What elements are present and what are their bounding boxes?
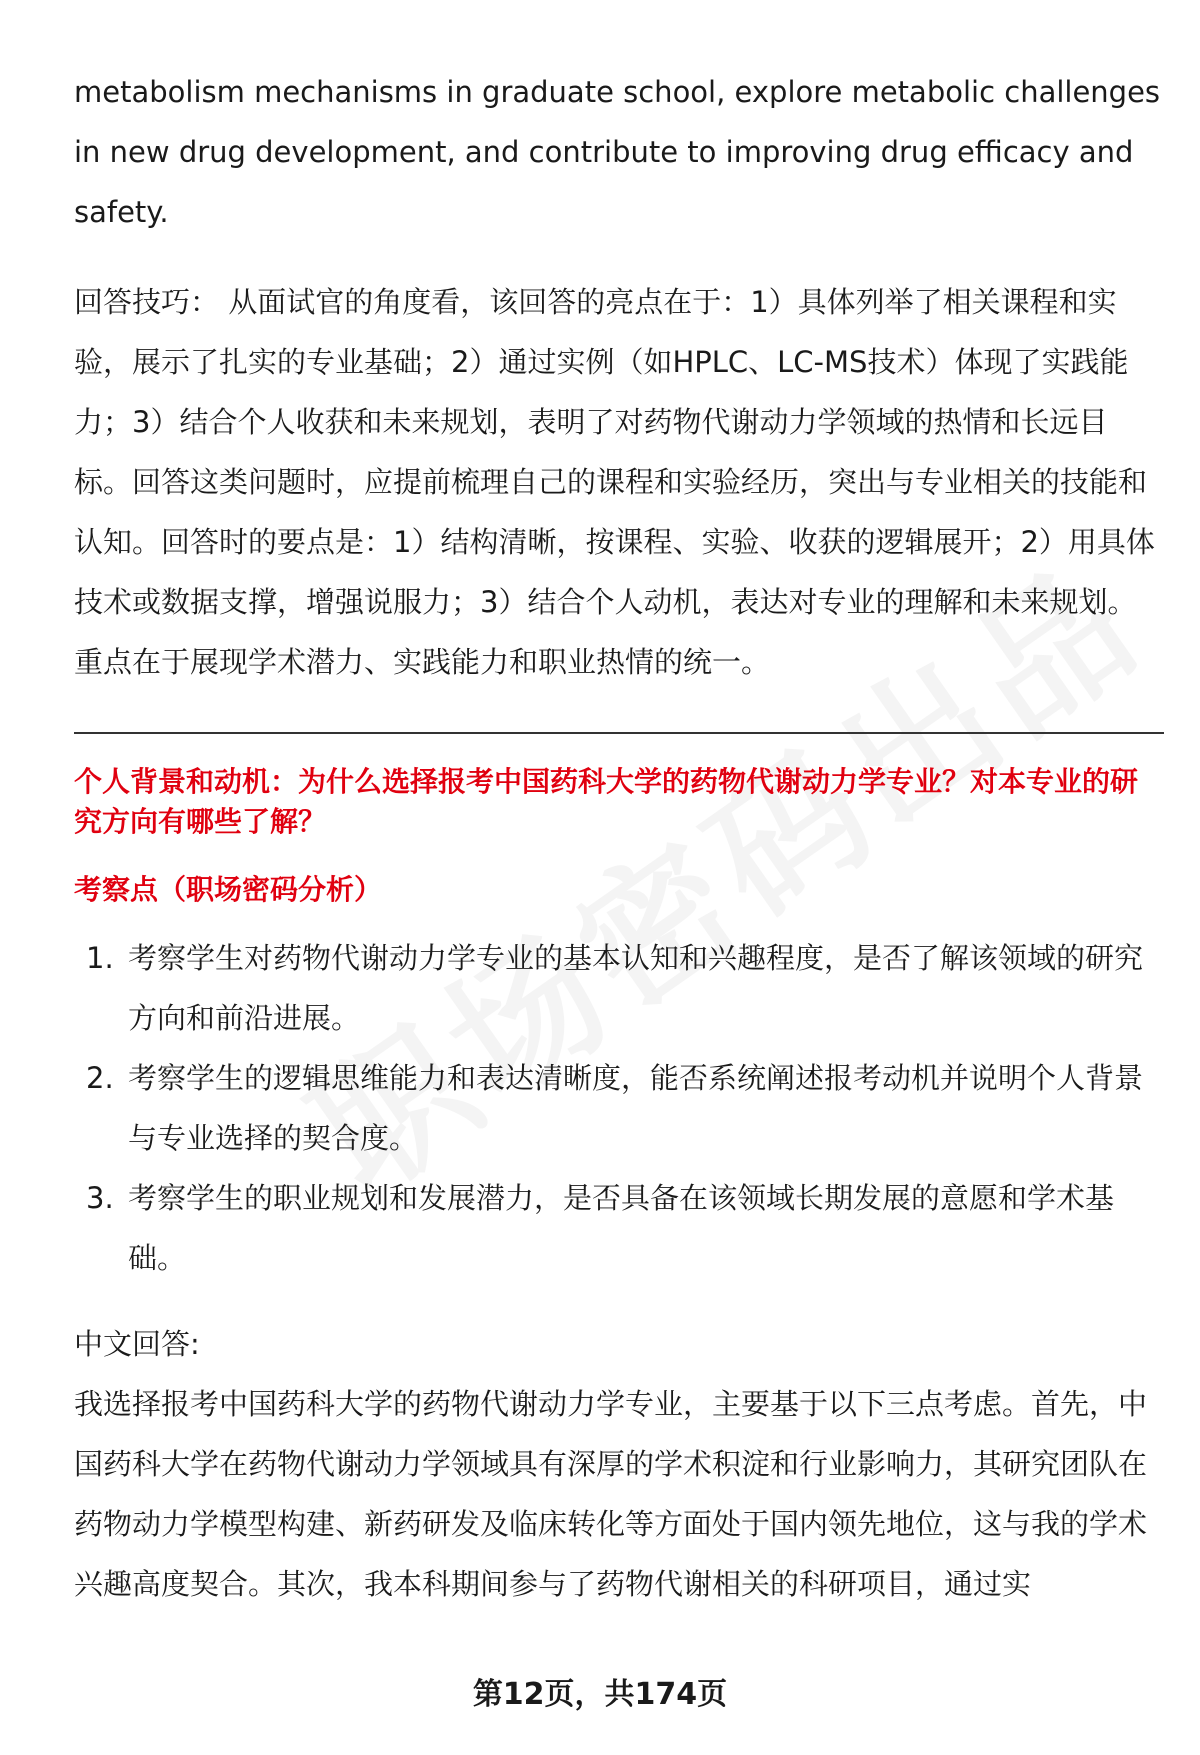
list-item-number: 2. — [86, 1061, 114, 1095]
page-content — [74, 62, 1164, 1614]
assessment-points-list — [74, 928, 1164, 1288]
answer-tips-paragraph: 回答技巧： 从面试官的角度看，该回答的亮点在于：1）具体列举了相关课程和实验，展示了扎实的专业基础；2）通过实例（如HPLC、LC-MS技术）体现了实践能力；3）结合个人收获和未来规划，表明了对药物代谢动力学领域的热情和长远目标。回答这类问题时，应提前梳理自己的课程和实验经历，突出与专业相关的技能和认知。回答时的要点是：1）结构清晰，按课程、实验、收获的逻辑展开；2）用具体技术或数据支撑，增强说服力；3）结合个人动机，表达对专业的理解和未来规划。重点在于展现学术潜力、实践能力和职业热情的统一。 — [74, 285, 1155, 679]
list-item-text: 考察学生的逻辑思维能力和表达清晰度，能否系统阐述报考动机并说明个人背景与专业选择的契合度。 — [128, 1061, 1144, 1155]
chinese-answer-text: 我选择报考中国药科大学的药物代谢动力学专业，主要基于以下三点考虑。首先，中国药科大学在药物代谢动力学领域具有深厚的学术积淀和行业影响力，其研究团队在药物动力学模型构建、新药研发及临床转化等方面处于国内领先地位，这与我的学术兴趣高度契合。其次，我本科期间参与了药物代谢相关的科研项目，通过实 — [74, 1387, 1148, 1601]
assessment-points-heading: 考察点（职场密码分析） — [74, 873, 383, 906]
list-item-number: 1. — [86, 941, 114, 975]
page-number-footer: 第12页，共174页 — [472, 1677, 728, 1712]
question-heading: 个人背景和动机：为什么选择报考中国药科大学的药物代谢动力学专业？对本专业的研究方向有哪些了解？ — [74, 765, 1139, 838]
list-item — [74, 1168, 1164, 1288]
list-item-number: 3. — [86, 1181, 114, 1215]
chinese-answer-label: 中文回答: — [74, 1327, 200, 1361]
section-divider — [74, 732, 1164, 734]
list-item-text: 考察学生的职业规划和发展潜力，是否具备在该领域长期发展的意愿和学术基础。 — [128, 1181, 1115, 1275]
answer-continuation-paragraph: metabolism mechanisms in graduate school, explore metabolic challenges in new drug development, and contribute to improving drug efficacy and safety. — [74, 75, 1161, 229]
list-item — [74, 1048, 1164, 1168]
list-item-text: 考察学生对药物代谢动力学专业的基本认知和兴趣程度，是否了解该领域的研究方向和前沿进展。 — [128, 941, 1144, 1035]
list-item — [74, 928, 1164, 1048]
